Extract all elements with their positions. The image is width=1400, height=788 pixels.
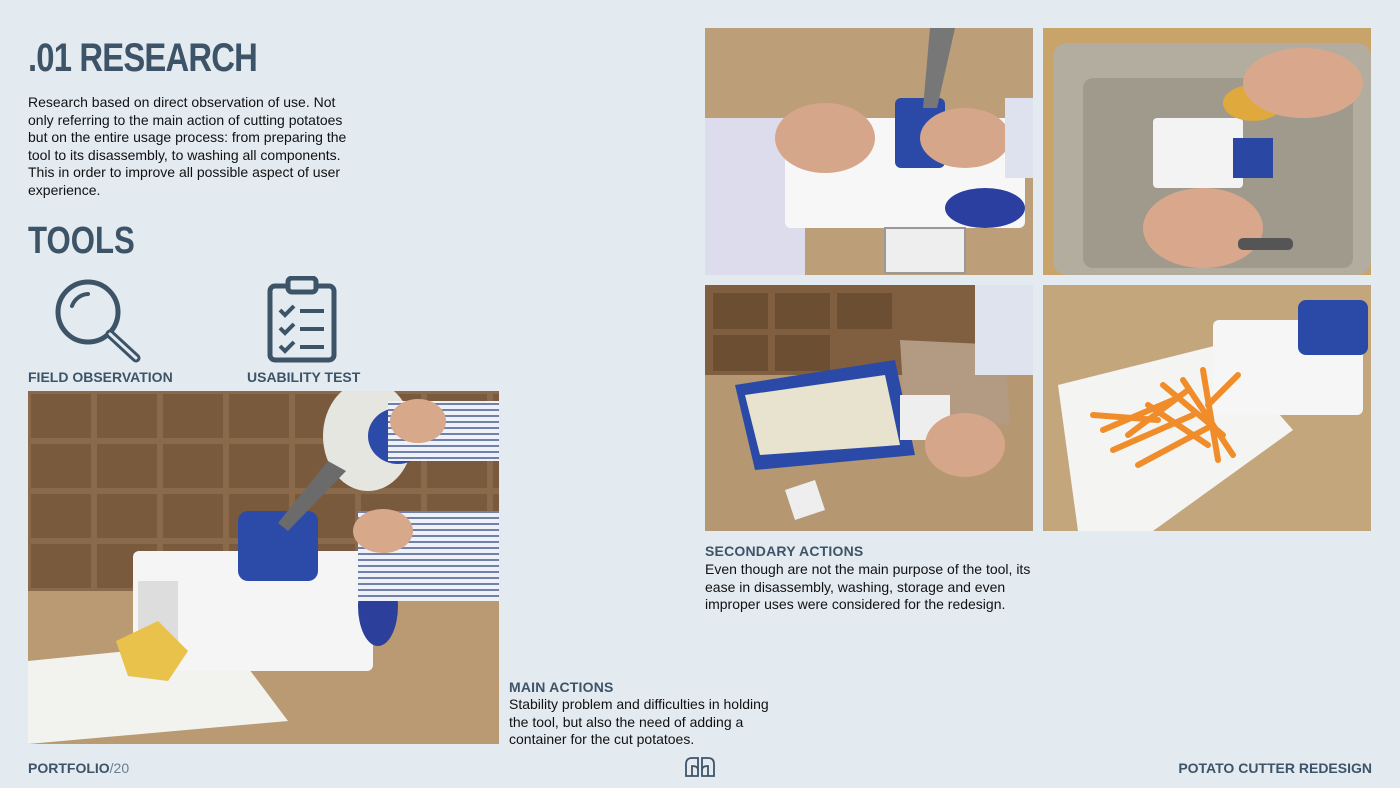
page-title: .01 RESEARCH (28, 36, 257, 80)
main-actions-title: MAIN ACTIONS (509, 679, 614, 695)
main-action-photo (28, 391, 499, 744)
tool-label-usability-test: USABILITY TEST (247, 369, 361, 385)
magnifier-icon (52, 276, 144, 366)
photo-washing (1043, 28, 1371, 275)
clipboard-checklist-icon (266, 276, 338, 364)
footer-portfolio (28, 760, 129, 776)
secondary-actions-body: Even though are not the main purpose of the tool, its ease in disassembly, washing, storage and even improper uses were considered for the redesign. (705, 561, 1031, 612)
secondary-actions-title: SECONDARY ACTIONS (705, 543, 864, 559)
photo-storage-box (705, 285, 1033, 531)
portfolio-logo-icon (684, 756, 716, 778)
tools-title: TOOLS (28, 220, 135, 262)
intro-paragraph: Research based on direct observation of use. Not only referring to the main action of cutting potatoes but on the entire usage process: from preparing the tool to its disassembly, to washing all components. This in order to improve all possible aspect of user experience. (28, 94, 347, 198)
tool-label-field-observation: FIELD OBSERVATION (28, 369, 173, 385)
photo-assembly (705, 28, 1033, 275)
footer-project-title: POTATO CUTTER REDESIGN (1178, 760, 1372, 776)
footer-page-number: /20 (109, 760, 130, 776)
footer-portfolio-label: PORTFOLIO (28, 760, 110, 776)
photo-cut-potatoes (1043, 285, 1371, 531)
main-actions-body: Stability problem and difficulties in holding the tool, but also the need of adding a container for the cut potatoes. (509, 696, 769, 747)
